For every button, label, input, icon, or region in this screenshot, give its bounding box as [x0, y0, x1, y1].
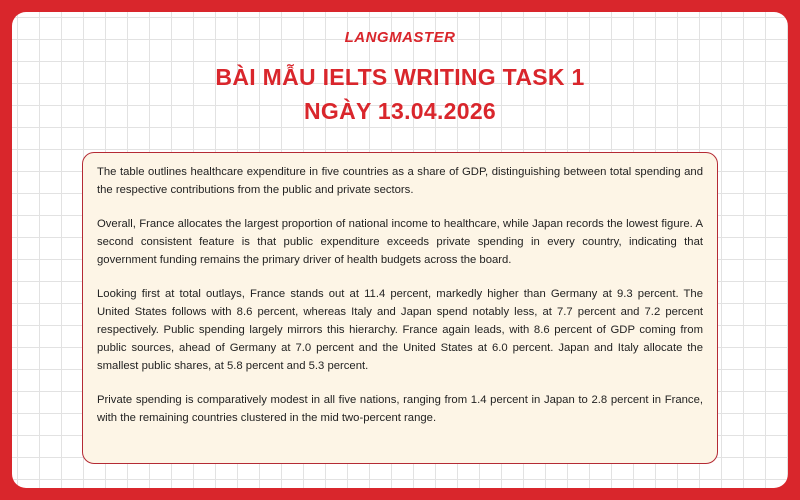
- brand-logo: LANGMASTER: [344, 29, 456, 46]
- essay-paragraph-overview: Overall, France allocates the largest proportion of national income to healthcare, while Japan records the lowest figure. A second consistent feature is that public expenditure exceeds private spending in every country, indicating that government funding remains the primary driver of health budgets across the board.: [97, 218, 703, 266]
- essay-paragraph-body-2: Private spending is comparatively modest in all five nations, ranging from 1.4 percent in Japan to 2.8 percent in France, with the remaining countries clustered in the mid two-percent range.: [97, 394, 703, 424]
- essay-paragraph-introduction: The table outlines healthcare expenditure in five countries as a share of GDP, distinguishing between total spending and the respective contributions from the public and private sectors.: [97, 166, 703, 196]
- page-title-line-1: BÀI MẪU IELTS WRITING TASK 1: [215, 64, 585, 90]
- essay-card: [82, 152, 718, 464]
- essay-paragraph-body-1: Looking first at total outlays, France stands out at 11.4 percent, markedly higher than Germany at 9.3 percent. The United States follows with 8.6 percent, whereas Italy and Japan spend notably less, at 7.7 percent and 7.2 percent respectively. Public spending largely mirrors this hierarchy. France again leads, with 8.6 percent of GDP coming from public sources, ahead of Germany at 7.0 percent and the United States at 6.0 percent. Japan and Italy allocate the smallest public shares, at 5.8 percent and 5.3 percent.: [97, 288, 703, 372]
- grid-paper-sheet: [12, 12, 788, 488]
- page-title-line-2: NGÀY 13.04.2026: [303, 98, 497, 124]
